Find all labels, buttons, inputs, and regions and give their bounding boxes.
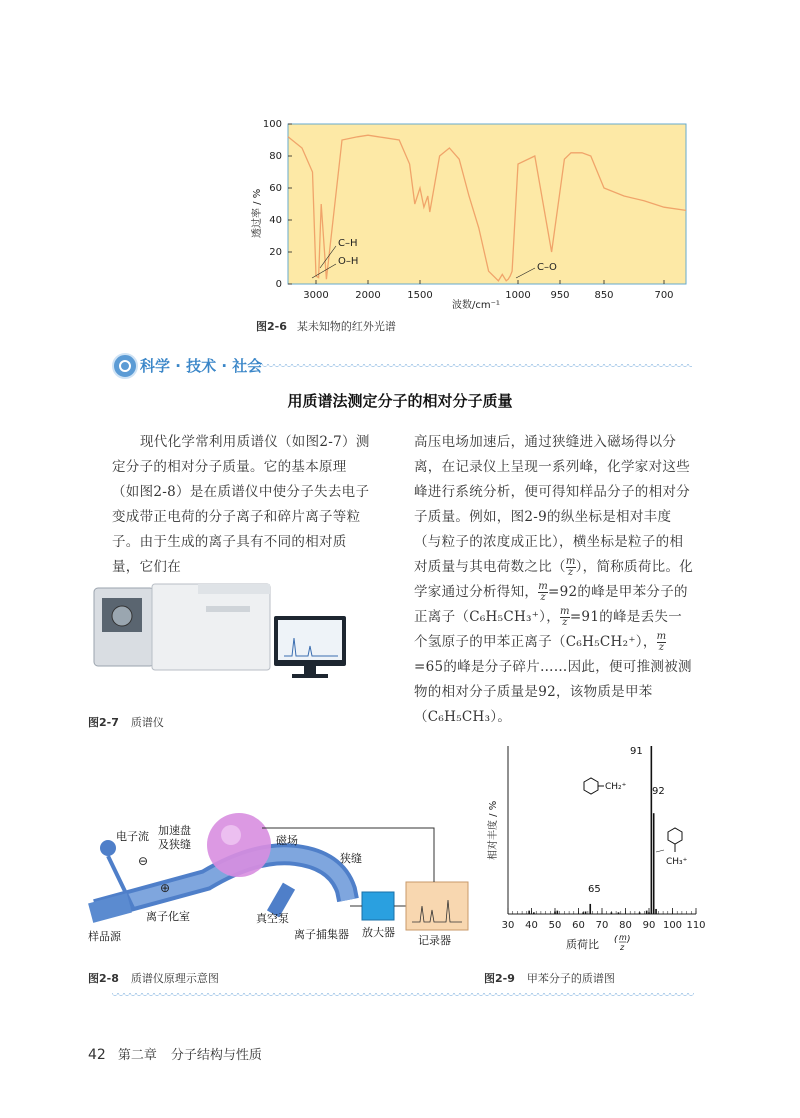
ms-x-axis-label: 质荷比 — [566, 938, 599, 951]
mz-fraction: $\frac{m}{z}$ — [565, 556, 576, 578]
right-para-part4: =91的峰是丢失一个氢原子的甲苯正离子（C₆H₅CH₂⁺）， — [414, 609, 683, 650]
fig28-caption — [88, 970, 219, 986]
ir-y-tick-label: 60 — [269, 183, 282, 194]
ir-caption-number: 图2-6 — [256, 320, 287, 333]
right-para-part3: =92的峰是甲苯分子的正离子（C₆H₅CH₃⁺）， — [414, 584, 688, 625]
spectrometer-schematic — [86, 810, 476, 960]
label-slit: 狭缝 — [340, 852, 362, 865]
label-ion-chamber: 离子化室 — [146, 910, 190, 923]
sts-logo-icon — [112, 353, 138, 379]
sts-banner — [112, 350, 694, 380]
ir-chart — [254, 118, 694, 313]
page-number: 42 — [88, 1047, 106, 1063]
left-paragraph — [112, 430, 374, 580]
ms-x-tick-label: 80 — [619, 920, 632, 931]
ion-label-ch3: CH₃⁺ — [666, 857, 688, 867]
right-para-part1: 高压电场加速后，通过狭缝进入磁场得以分离，在记录仪上呈现一系列峰，化学家对这些峰进行系统分析，便可得知样品分子的相对分子质量。例如，图2-9的纵坐标是相对丰度（与粒子的浓度成正比），横坐标是粒子的相对质量与其电荷数之比（ — [414, 434, 690, 575]
right-paragraph: 高压电场加速后，通过狭缝进入磁场得以分离，在记录仪上呈现一系列峰，化学家对这些峰进行系统分析，便可得知样品分子的相对分子质量。例如，图2-9的纵坐标是相对丰度（与粒子的浓度成正比），横坐标是粒子的相对质量与其电荷数之比（ $\frac{m}{z}$ ），简称质荷比。化学家通过分析得知， $\frac{m}{z}$ =92的峰是甲苯分子的正离子（C₆H₅CH₃⁺）， $\frac{m}{z}$ =91的峰是丢失一个氢原子的甲苯正离子（C₆H₅CH₂⁺）， $\frac{m}{z}$ =65的峰是分子碎片……因此，便可推测被测物的相对分子质量是92，该物质是甲苯（C₆H₅CH₃）。 — [414, 434, 694, 725]
ir-x-tick-label: 1500 — [407, 290, 433, 301]
ion-label-ch2: CH₂⁺ — [605, 782, 627, 792]
label-ion-collector: 离子捕集器 — [294, 928, 349, 941]
svg-text:(: ( — [614, 935, 618, 945]
page-footer — [88, 1044, 262, 1063]
ir-y-tick-label: 20 — [269, 247, 282, 258]
fig29-caption-number: 图2-9 — [484, 972, 515, 985]
magnet-sphere — [207, 813, 271, 877]
minus-sign: ⊖ — [138, 854, 149, 868]
fig27-caption — [88, 714, 164, 730]
ir-y-axis-label: 透过率 / % — [252, 188, 263, 238]
label-electron-flow: 电子流 — [116, 830, 149, 843]
sts-banner-divider — [262, 364, 692, 370]
box-bottom-divider — [112, 993, 694, 999]
ms-x-tick-label: 100 — [662, 920, 683, 931]
label-vacuum-pump: 真空泵 — [256, 912, 289, 925]
ms-x-tick-label: 60 — [572, 920, 585, 931]
ir-x-tick-label: 3000 — [303, 290, 329, 301]
label-recorder: 记录器 — [418, 934, 451, 947]
sts-banner-label: 科学 · 技术 · 社会 — [140, 357, 263, 375]
right-para-part5: =65的峰是分子碎片……因此，便可推测被测物的相对分子质量是92，该物质是甲苯（C₆H₅CH₃）。 — [414, 659, 692, 725]
ms-x-tick-label: 110 — [686, 920, 706, 931]
ms-x-tick-label: 70 — [595, 920, 609, 931]
benzyl-ion-structure — [584, 778, 604, 794]
peak-label-65: 65 — [588, 884, 601, 895]
ir-y-tick-label: 80 — [269, 151, 282, 162]
fig27-caption-text: 质谱仪 — [130, 716, 164, 729]
label-accel-plate: 加速盘 — [158, 824, 191, 837]
fig28-caption-number: 图2-8 — [88, 972, 119, 985]
box-title: 用质谱法测定分子的相对分子质量 — [287, 392, 513, 410]
ir-caption-text: 某未知物的红外光谱 — [296, 320, 396, 333]
plus-sign: ⊕ — [160, 881, 171, 895]
toluene-ion-structure — [668, 828, 682, 852]
label-amplifier: 放大器 — [362, 926, 395, 939]
ms-x-tick-label: 30 — [501, 920, 515, 931]
ir-annotation-ch: C–H — [338, 238, 358, 249]
ms-x-tick-label: 40 — [525, 920, 538, 931]
amplifier-box — [362, 892, 394, 920]
left-paragraph-text: 现代化学常利用质谱仪（如图2-7）测定分子的相对分子质量。它的基本原理（如图2-8）是在质谱仪中使分子失去电子变成带正电荷的分子离子和碎片离子等粒子。由于生成的离子具有不同的相对质量，它们在 — [112, 434, 370, 575]
ms-x-tick-label: 50 — [548, 920, 562, 931]
ir-caption — [256, 318, 396, 334]
chapter-label: 第二章 — [117, 1048, 157, 1063]
fig27-caption-number: 图2-7 — [88, 716, 119, 729]
svg-text:): ) — [627, 935, 631, 945]
recorder-box — [406, 882, 468, 930]
chapter-title: 分子结构与性质 — [170, 1048, 262, 1063]
svg-text:m: m — [619, 933, 627, 942]
svg-text:z: z — [620, 943, 625, 952]
label-magnetic-field: 磁场 — [276, 834, 298, 847]
ir-x-tick-label: 850 — [594, 290, 614, 301]
ir-y-tick-label: 0 — [275, 279, 282, 290]
ir-x-axis-label: 波数/cm⁻¹ — [452, 300, 500, 311]
ir-x-tick-label: 2000 — [355, 290, 381, 301]
ir-x-tick-label: 700 — [654, 290, 674, 301]
ms-y-axis-label: 相对丰度 / % — [488, 800, 499, 860]
fig29-caption — [484, 970, 615, 986]
label-accel-slit: 及狭缝 — [158, 838, 191, 851]
peak-label-92: 92 — [652, 786, 665, 797]
ir-chart-svg — [254, 118, 694, 313]
ms-x-axis-mz — [614, 933, 631, 952]
ir-x-tick-label: 1000 — [505, 290, 531, 301]
ir-annotation-oh: O–H — [338, 256, 359, 267]
ir-x-tick-label: 950 — [550, 290, 570, 301]
fig28-caption-text: 质谱仪原理示意图 — [130, 972, 219, 985]
ms-x-tick-label: 90 — [642, 920, 656, 931]
ir-y-tick-label: 100 — [262, 119, 282, 130]
ir-annotation-co: C–O — [537, 262, 557, 273]
mass-spectrum-chart — [480, 740, 706, 962]
ir-y-tick-label: 40 — [269, 215, 282, 226]
fig29-caption-text: 甲苯分子的质谱图 — [526, 972, 615, 985]
peak-label-91: 91 — [630, 746, 643, 757]
electron-gun — [100, 840, 116, 856]
mass-spectrometer-photo — [88, 576, 360, 686]
label-sample-source: 样品源 — [88, 930, 121, 943]
right-para-part2: ），简称质荷比。化学家通过分析得知， — [414, 559, 694, 600]
